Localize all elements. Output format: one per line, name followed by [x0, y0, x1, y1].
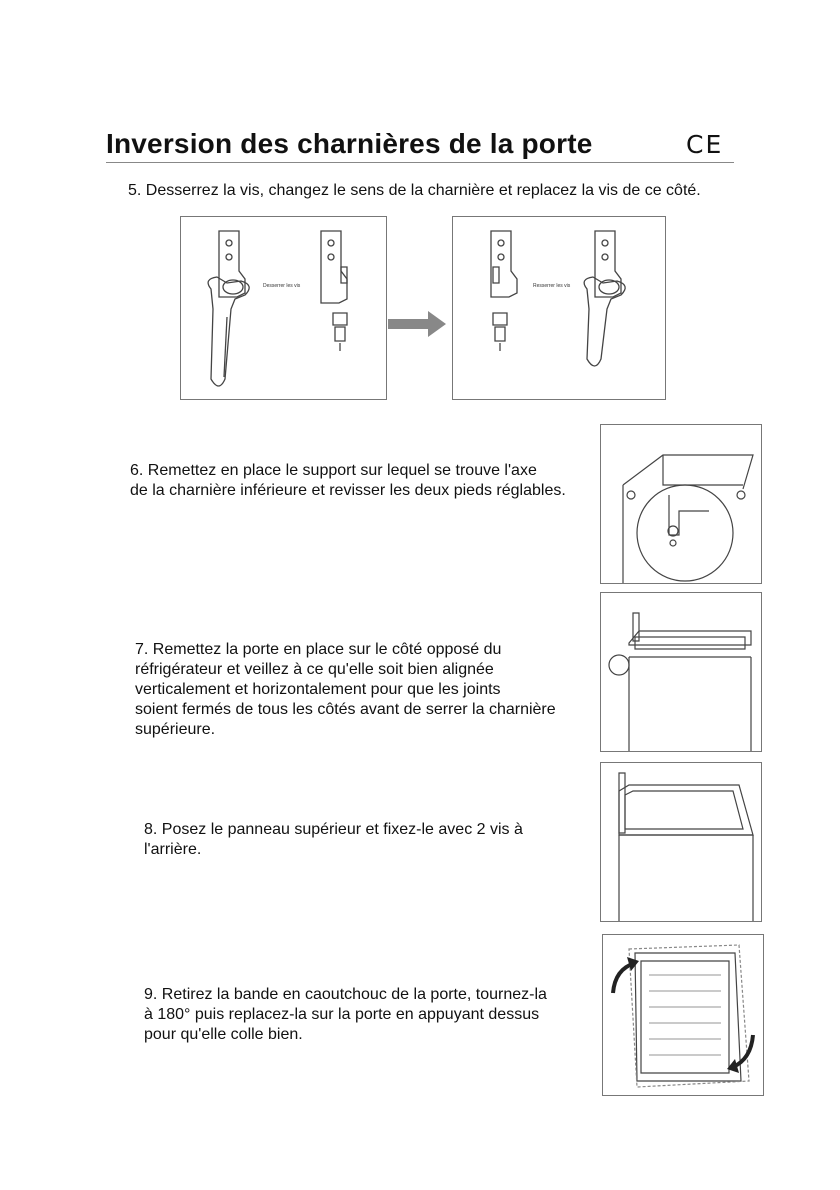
step-9-line-1: 9. Retirez la bande en caoutchouc de la porte, tournez-la	[144, 986, 547, 1003]
step-7-text	[135, 640, 556, 740]
step-7-line-2: réfrigérateur et veillez à ce qu'elle soit bien alignée	[135, 661, 494, 678]
wrench-hinge-illustration-2	[453, 217, 665, 399]
step-5-line-1: 5. Desserrez la vis, changez le sens de la charnière et replacez la vis de ce côté.	[128, 182, 701, 199]
tighten-label: Resserrer les vis	[533, 283, 571, 289]
step-8-line-1: 8. Posez le panneau supérieur et fixez-le avec 2 vis à	[144, 821, 523, 838]
step-7-line-5: supérieure.	[135, 721, 216, 738]
step-6-text	[130, 461, 566, 501]
step-9-line-3: pour qu'elle colle bien.	[144, 1026, 303, 1043]
step-5-text	[128, 181, 701, 201]
wrench-hinge-illustration	[181, 217, 386, 399]
step-9-text	[144, 985, 547, 1045]
loosen-label: Desserrer les vis	[263, 283, 301, 289]
figure-7-door-placement	[600, 592, 762, 752]
step-6-line-2: de la charnière inférieure et revisser les deux pieds réglables.	[130, 482, 566, 499]
title-divider	[106, 162, 734, 163]
step-8-line-2: l'arrière.	[144, 841, 202, 858]
figure-5-loosen	[180, 216, 387, 400]
figure-6-bottom-hinge	[600, 424, 762, 584]
step-7-line-1: 7. Remettez la porte en place sur le côté opposé du	[135, 641, 502, 658]
page-title: Inversion des charnières de la porte	[106, 128, 593, 159]
figure-8-top-panel	[600, 762, 762, 922]
step-9-line-2: à 180° puis replacez-la sur la porte en appuyant dessus	[144, 1006, 540, 1023]
step-6-line-1: 6. Remettez en place le support sur lequel se trouve l'axe	[130, 462, 537, 479]
figure-9-door-seal	[602, 934, 764, 1096]
arrow-right-icon	[388, 310, 448, 338]
step-7-line-4: soient fermés de tous les côtés avant de serrer la charnière	[135, 701, 556, 718]
step-8-text	[144, 820, 523, 860]
ce-mark: CE	[686, 130, 724, 159]
figure-5-tighten	[452, 216, 666, 400]
step-7-line-3: verticalement et horizontalement pour que les joints	[135, 681, 501, 698]
